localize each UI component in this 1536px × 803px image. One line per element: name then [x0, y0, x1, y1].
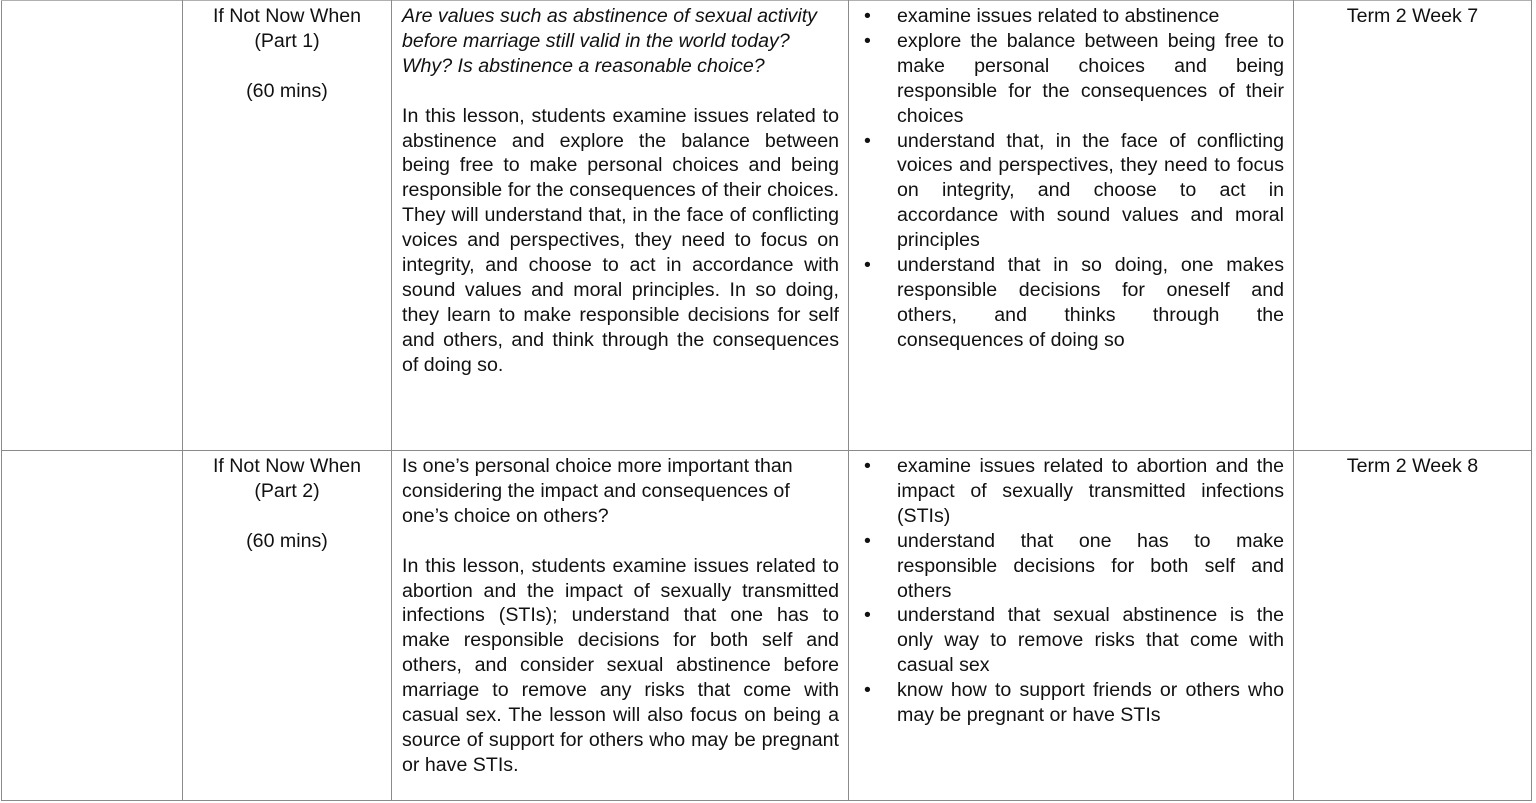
objective-text: understand that one has to make responsible decisions for both self and others	[897, 529, 1284, 602]
list-item	[859, 678, 1284, 728]
list-item	[859, 603, 1284, 678]
objective-text: explore the balance between being free to make personal choices and being responsible for the consequences of their choices	[897, 29, 1284, 127]
empty-cell	[2, 451, 183, 801]
bullet-icon: •	[864, 129, 871, 152]
learning-objectives-cell	[849, 451, 1294, 801]
objectives-list	[859, 4, 1284, 353]
lesson-title-line1: If Not Now When	[212, 455, 362, 477]
objective-text: understand that in so doing, one makes responsible decisions for oneself and others, and thinks through the consequences of doing so	[897, 254, 1284, 351]
table-row	[2, 1, 1532, 451]
lesson-plan-table	[1, 0, 1532, 801]
timing-cell	[1294, 451, 1532, 801]
objective-text: understand that, in the face of conflicting voices and perspectives, they need to focus on integrity, and choose to act in accordance with sound values and moral principles	[897, 129, 1284, 252]
timing-cell	[1294, 1, 1532, 451]
bullet-icon: •	[864, 529, 871, 552]
bullet-icon: •	[864, 254, 871, 277]
list-item	[859, 129, 1284, 254]
lesson-title-cell	[183, 1, 392, 451]
lesson-timing: Term 2 Week 7	[1346, 5, 1479, 27]
objective-text: examine issues related to abortion and the impact of sexually transmitted infections (STIs)	[897, 455, 1284, 527]
lesson-duration: (60 mins)	[246, 529, 328, 552]
key-question: Are values such as abstinence of sexual activity before marriage still valid in the world today? Why? Is abstinence a reasonable choice?	[402, 5, 817, 77]
lesson-title-line1: If Not Now When	[212, 5, 362, 27]
objectives-list	[859, 454, 1284, 728]
objective-text: know how to support friends or others who may be pregnant or have STIs	[897, 679, 1284, 727]
lesson-summary: In this lesson, students examine issues related to abstinence and explore the balance between being free to make personal choices and being responsible for the consequences of their choices. They will understand that, in the face of conflicting voices and perspectives, they need to focus on integrity, and choose to act in accordance with sound values and moral principles. In so doing, they learn to make responsible decisions for self and others, and think through the consequences of doing so.	[402, 104, 839, 376]
objective-text: examine issues related to abstinence	[897, 5, 1220, 27]
lesson-description-cell	[392, 1, 849, 451]
learning-objectives-cell	[849, 1, 1294, 451]
empty-cell	[2, 1, 183, 451]
lesson-summary: In this lesson, students examine issues related to abortion and the impact of sexually transmitted infections (STIs); understand that one has to make responsible decisions for both self and others, and consider sexual abstinence before marriage to remove any risks that come with casual sex. The lesson will also focus on being a source of support for others who may be pregnant or have STIs.	[402, 554, 839, 776]
bullet-icon: •	[864, 679, 871, 702]
lesson-duration: (60 mins)	[246, 79, 328, 102]
lesson-title-cell	[183, 451, 392, 801]
lesson-title-line2: (Part 2)	[254, 479, 320, 502]
bullet-icon: •	[864, 604, 871, 627]
key-question: Is one’s personal choice more important than considering the impact and consequences of one’s choice on others?	[402, 455, 793, 527]
list-item	[859, 454, 1284, 529]
list-item	[859, 253, 1284, 353]
lesson-description-cell	[392, 451, 849, 801]
lesson-timing: Term 2 Week 8	[1346, 455, 1479, 477]
objective-text: understand that sexual abstinence is the only way to remove risks that come with casual sex	[897, 604, 1284, 677]
bullet-icon: •	[864, 455, 871, 477]
bullet-icon: •	[864, 5, 871, 27]
list-item	[859, 529, 1284, 604]
lesson-title-line2: (Part 1)	[254, 29, 320, 52]
list-item	[859, 4, 1284, 29]
table-row	[2, 451, 1532, 801]
list-item	[859, 29, 1284, 129]
bullet-icon: •	[864, 29, 871, 52]
